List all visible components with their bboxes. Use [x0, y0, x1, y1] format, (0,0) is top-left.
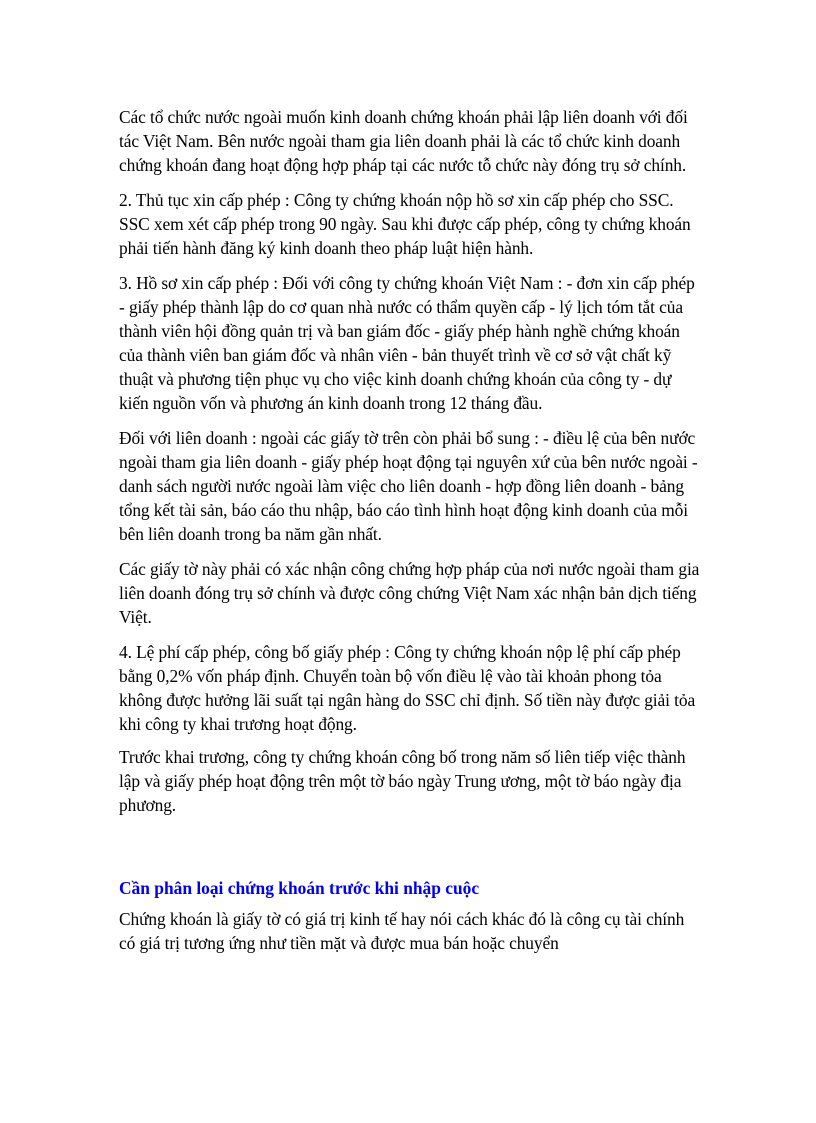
section-heading[interactable]: Cần phân loại chứng khoán trước khi nhập cuộc: [119, 878, 480, 898]
paragraph-securities-definition: Chứng khoán là giấy tờ có giá trị kinh tế hay nói cách khác đó là công cụ tài chính có giá trị tương ứng như tiền mặt và được mua bán hoặc chuyển: [119, 909, 685, 953]
paragraph-notarization: Các giấy tờ này phải có xác nhận công chứng hợp pháp của nơi nước ngoài tham gia liên doanh đóng trụ sở chính và được công chứng Việt Nam xác nhận bản dịch tiếng Việt.: [119, 559, 700, 627]
paragraph-license-fee: 4. Lệ phí cấp phép, công bố giấy phép : Công ty chứng khoán nộp lệ phí cấp phép bằng 0,2% vốn pháp định. Chuyển toàn bộ vốn điều lệ vào tài khoản phong tỏa không được hưởng lãi suất tại ngân hàng do SSC chỉ định. Số tiền này được giải tỏa khi công ty khai trương hoạt động.: [119, 642, 696, 734]
paragraph-license-dossier: 3. Hồ sơ xin cấp phép : Đối với công ty chứng khoán Việt Nam : - đơn xin cấp phép - giấy phép thành lập do cơ quan nhà nước có thẩm quyền cấp - lý lịch tóm tắt của thành viên hội đồng quản trị và ban giám đốc - giấy phép hành nghề chứng khoán của thành viên ban giám đốc và nhân viên - bản thuyết trình về cơ sở vật chất kỹ thuật và phương tiện phục vụ cho việc kinh doanh chứng khoán của công ty - dự kiến nguồn vốn và phương án kinh doanh trong 12 tháng đầu.: [119, 273, 695, 413]
paragraph-opening-announcement: Trước khai trương, công ty chứng khoán công bố trong năm số liên tiếp việc thành lập và giấy phép hoạt động trên một tờ báo ngày Trung ương, một tờ báo ngày địa phương.: [119, 747, 686, 815]
paragraph-licensing-procedure: 2. Thủ tục xin cấp phép : Công ty chứng khoán nộp hồ sơ xin cấp phép cho SSC. SSC xem xét cấp phép trong 90 ngày. Sau khi được cấp phép, công ty chứng khoán phải tiến hành đăng ký kinh doanh theo pháp luật hiện hành.: [119, 190, 691, 258]
paragraph-joint-venture-documents: Đối với liên doanh : ngoài các giấy tờ trên còn phải bổ sung : - điều lệ của bên nước ngoài tham gia liên doanh - giấy phép hoạt động tại nguyên xứ của bên nước ngoài - danh sách người nước ngoài làm việc cho liên doanh - hợp đồng liên doanh - bảng tổng kết tài sản, báo cáo thu nhập, báo cáo tình hình hoạt động kinh doanh của mỗi bên liên doanh trong ba năm gần nhất.: [119, 428, 698, 544]
document-page: [119, 105, 704, 955]
paragraph-foreign-organizations: Các tổ chức nước ngoài muốn kinh doanh chứng khoán phải lập liên doanh với đối tác Việt Nam. Bên nước ngoài tham gia liên doanh phải là các tổ chức kinh doanh chứng khoán đang hoạt động hợp pháp tại các nước tỗ chức này đóng trụ sở chính.: [119, 107, 688, 175]
